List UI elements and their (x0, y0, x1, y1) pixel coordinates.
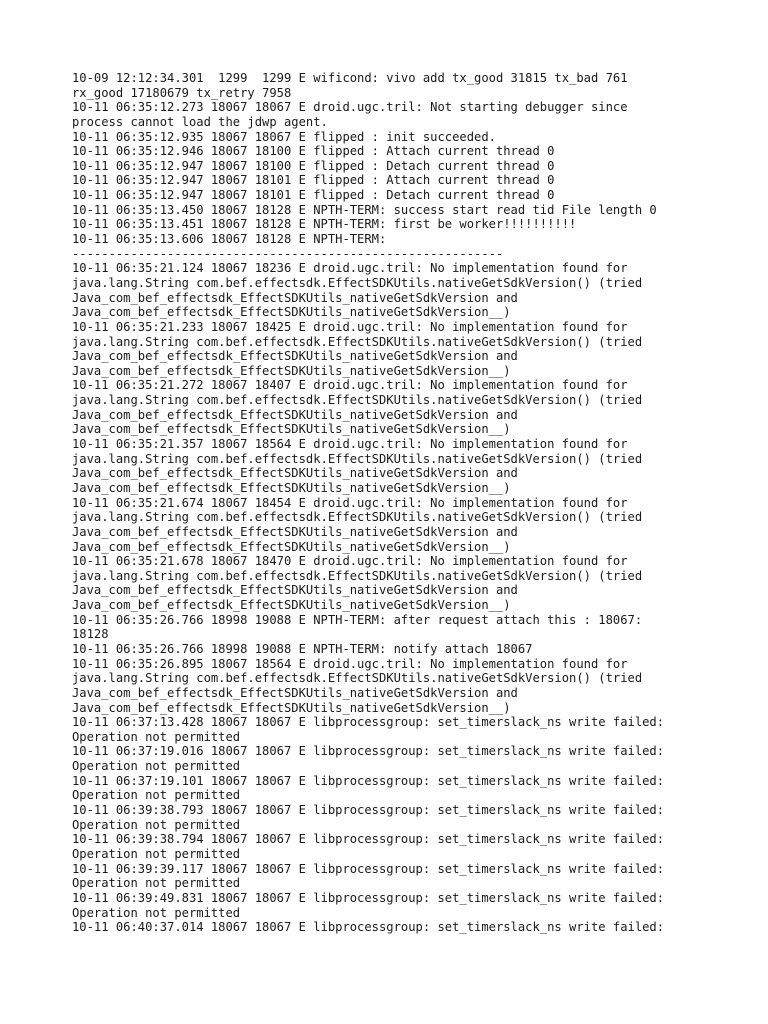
log-line: Operation not permitted (72, 846, 241, 861)
log-line: Java_com_bef_effectsdk_EffectSDKUtils_nativeGetSdkVersion and (72, 290, 518, 305)
log-line: 10-09 12:12:34.301 1299 1299 E wificond: vivo add tx_good 31815 tx_bad 761 (72, 71, 628, 85)
log-text-block (72, 71, 702, 935)
log-line: Operation not permitted (72, 876, 241, 891)
log-line: 10-11 06:35:12.935 18067 18067 E flipped : init succeeded. (72, 129, 496, 144)
log-line: 10-11 06:35:21.233 18067 18425 E droid.ugc.tril: No implementation found for (72, 319, 628, 334)
log-line: java.lang.String com.bef.effectsdk.EffectSDKUtils.nativeGetSdkVersion() (tried (72, 568, 643, 583)
log-line: java.lang.String com.bef.effectsdk.EffectSDKUtils.nativeGetSdkVersion() (tried (72, 334, 643, 349)
log-line: java.lang.String com.bef.effectsdk.EffectSDKUtils.nativeGetSdkVersion() (tried (72, 393, 643, 408)
log-line: 10-11 06:35:21.674 18067 18454 E droid.ugc.tril: No implementation found for (72, 495, 628, 510)
log-line: Operation not permitted (72, 817, 241, 832)
log-line: Java_com_bef_effectsdk_EffectSDKUtils_nativeGetSdkVersion__) (72, 422, 511, 437)
log-line: 10-11 06:37:19.101 18067 18067 E libprocessgroup: set_timerslack_ns write failed: (72, 773, 665, 788)
log-line: 10-11 06:40:37.014 18067 18067 E libprocessgroup: set_timerslack_ns write failed: (72, 920, 665, 935)
log-line: 10-11 06:35:21.124 18067 18236 E droid.ugc.tril: No implementation found for (72, 261, 628, 276)
log-line: java.lang.String com.bef.effectsdk.EffectSDKUtils.nativeGetSdkVersion() (tried (72, 671, 643, 686)
log-line: 10-11 06:35:13.451 18067 18128 E NPTH-TERM: first be worker!!!!!!!!!! (72, 217, 577, 232)
log-line: Java_com_bef_effectsdk_EffectSDKUtils_nativeGetSdkVersion and (72, 583, 518, 598)
log-line: 10-11 06:35:21.357 18067 18564 E droid.ugc.tril: No implementation found for (72, 437, 628, 452)
log-line: Java_com_bef_effectsdk_EffectSDKUtils_nativeGetSdkVersion and (72, 685, 518, 700)
log-line: Java_com_bef_effectsdk_EffectSDKUtils_nativeGetSdkVersion__) (72, 363, 511, 378)
log-line: 10-11 06:35:12.273 18067 18067 E droid.ugc.tril: Not starting debugger since (72, 100, 628, 115)
log-line: Java_com_bef_effectsdk_EffectSDKUtils_nativeGetSdkVersion__) (72, 598, 511, 613)
log-line: Java_com_bef_effectsdk_EffectSDKUtils_nativeGetSdkVersion__) (72, 305, 511, 320)
log-line: 10-11 06:37:19.016 18067 18067 E libprocessgroup: set_timerslack_ns write failed: (72, 744, 665, 759)
log-line: process cannot load the jdwp agent. (72, 114, 328, 129)
log-line: Java_com_bef_effectsdk_EffectSDKUtils_nativeGetSdkVersion and (72, 407, 518, 422)
log-line: 10-11 06:35:13.606 18067 18128 E NPTH-TERM: (72, 232, 387, 247)
log-line: Java_com_bef_effectsdk_EffectSDKUtils_nativeGetSdkVersion and (72, 524, 518, 539)
log-line: 10-11 06:35:21.678 18067 18470 E droid.ugc.tril: No implementation found for (72, 554, 628, 569)
log-line: 10-11 06:35:26.895 18067 18564 E droid.ugc.tril: No implementation found for (72, 656, 628, 671)
log-line: Java_com_bef_effectsdk_EffectSDKUtils_nativeGetSdkVersion and (72, 349, 518, 364)
log-line: Java_com_bef_effectsdk_EffectSDKUtils_nativeGetSdkVersion__) (72, 700, 511, 715)
log-line: 10-11 06:37:13.428 18067 18067 E libprocessgroup: set_timerslack_ns write failed: (72, 715, 665, 730)
log-line: 10-11 06:35:13.450 18067 18128 E NPTH-TERM: success start read tid File length 0 (72, 202, 657, 217)
log-line: java.lang.String com.bef.effectsdk.EffectSDKUtils.nativeGetSdkVersion() (tried (72, 275, 643, 290)
log-line: java.lang.String com.bef.effectsdk.EffectSDKUtils.nativeGetSdkVersion() (tried (72, 451, 643, 466)
log-line: 10-11 06:35:26.766 18998 19088 E NPTH-TERM: notify attach 18067 (72, 641, 533, 656)
log-line: 10-11 06:39:38.793 18067 18067 E libprocessgroup: set_timerslack_ns write failed: (72, 803, 665, 818)
log-line: Operation not permitted (72, 729, 241, 744)
log-line: 18128 (72, 627, 109, 642)
log-line: ----------------------------------------------------------- (72, 246, 504, 261)
log-line: Java_com_bef_effectsdk_EffectSDKUtils_nativeGetSdkVersion__) (72, 480, 511, 495)
log-line: 10-11 06:39:38.794 18067 18067 E libprocessgroup: set_timerslack_ns write failed: (72, 832, 665, 847)
log-line: 10-11 06:35:21.272 18067 18407 E droid.ugc.tril: No implementation found for (72, 378, 628, 393)
log-line: 10-11 06:35:26.766 18998 19088 E NPTH-TERM: after request attach this : 18067: (72, 612, 643, 627)
log-line: 10-11 06:35:12.947 18067 18100 E flipped : Detach current thread 0 (72, 158, 555, 173)
log-line: Java_com_bef_effectsdk_EffectSDKUtils_nativeGetSdkVersion__) (72, 539, 511, 554)
log-line: 10-11 06:35:12.946 18067 18100 E flipped : Attach current thread 0 (72, 144, 555, 159)
log-line: rx_good 17180679 tx_retry 7958 (72, 85, 292, 100)
log-line: 10-11 06:39:39.117 18067 18067 E libprocessgroup: set_timerslack_ns write failed: (72, 861, 665, 876)
log-line: 10-11 06:35:12.947 18067 18101 E flipped : Detach current thread 0 (72, 188, 555, 203)
log-line: 10-11 06:39:49.831 18067 18067 E libprocessgroup: set_timerslack_ns write failed: (72, 890, 665, 905)
log-line: Operation not permitted (72, 788, 241, 803)
log-line: Operation not permitted (72, 759, 241, 774)
log-line: java.lang.String com.bef.effectsdk.EffectSDKUtils.nativeGetSdkVersion() (tried (72, 510, 643, 525)
log-line: Operation not permitted (72, 905, 241, 920)
log-line: Java_com_bef_effectsdk_EffectSDKUtils_nativeGetSdkVersion and (72, 466, 518, 481)
log-line: 10-11 06:35:12.947 18067 18101 E flipped : Attach current thread 0 (72, 173, 555, 188)
